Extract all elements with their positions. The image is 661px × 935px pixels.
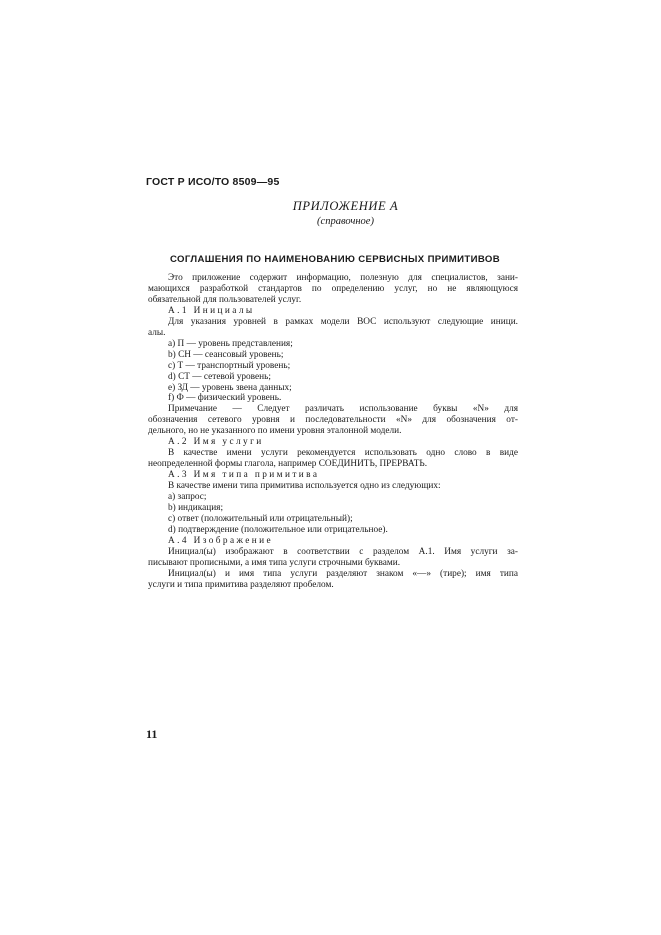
appendix-subtitle: (справочное) [317, 216, 374, 227]
paragraph-line: мающихся разработкой стандартов по определению услуг, но не являющуюся [148, 283, 518, 294]
paragraph-line: обязательной для пользователей услуг. [148, 294, 302, 305]
list-item: d) СТ — сетевой уровень; [168, 371, 271, 382]
list-item: c) ответ (положительный или отрицательный); [168, 513, 353, 524]
paragraph-line: неопределенной формы глагола, например СОЕДИНИТЬ, ПРЕРВАТЬ. [148, 459, 428, 470]
paragraph-line: Инициал(ы) изображают в соответствии с разделом А.1. Имя услуги за- [168, 546, 518, 557]
paragraph-line: Это приложение содержит информацию, полезную для специалистов, зани- [168, 273, 518, 283]
paragraph-line: услуги и типа примитива разделяют пробелом. [148, 579, 334, 590]
subsection-heading-a2: А.2 Имя услуги [168, 437, 264, 448]
paragraph-line: писывают прописными, а имя типа услуги строчными буквами. [148, 557, 401, 568]
document-header-code: ГОСТ Р ИСО/ТО 8509—95 [146, 176, 280, 188]
list-item: d) подтверждение (положительное или отрицательное). [168, 524, 388, 535]
paragraph-line: алы. [148, 327, 166, 338]
subsection-heading-a3: А.3 Имя типа примитива [168, 470, 320, 481]
document-body [148, 273, 518, 591]
appendix-title: ПРИЛОЖЕНИЕ А [292, 199, 399, 213]
list-item: f) Ф — физический уровень. [168, 393, 282, 404]
subsection-heading-a4: А.4 Изображение [168, 535, 274, 546]
paragraph-line: В качестве имени услуги рекомендуется использовать одно слово в виде [168, 448, 518, 459]
list-item: a) П — уровень представления; [168, 338, 293, 349]
section-title: СОГЛАШЕНИЯ ПО НАИМЕНОВАНИЮ СЕРВИСНЫХ ПРИМИТИВОВ [170, 254, 500, 265]
subsection-heading-a1: А.1 Инициалы [168, 305, 255, 316]
list-item: a) запрос; [168, 492, 207, 503]
list-item: c) Т — транспортный уровень; [168, 360, 291, 371]
list-item: b) индикация; [168, 503, 224, 514]
paragraph-line: В качестве имени типа примитива используется одно из следующих: [168, 481, 441, 492]
note-line: обозначения сетевого уровня и последовательности «N» для обозначения от- [148, 415, 518, 426]
paragraph-line: Инициал(ы) и имя типа услуги разделяют знаком «—» (тире); имя типа [168, 568, 518, 579]
paragraph-line: Для указания уровней в рамках модели ВОС используют следующие иници. [168, 316, 518, 327]
page-number: 11 [146, 727, 158, 741]
list-item: b) СН — сеансовый уровень; [168, 349, 284, 360]
note-line: дельного, но не указанного по имени уровня эталонной модели. [148, 426, 402, 437]
list-item: e) ЗД — уровень звена данных; [168, 382, 292, 393]
note-line: Примечание — Следует различать использование буквы «N» для [168, 404, 518, 415]
